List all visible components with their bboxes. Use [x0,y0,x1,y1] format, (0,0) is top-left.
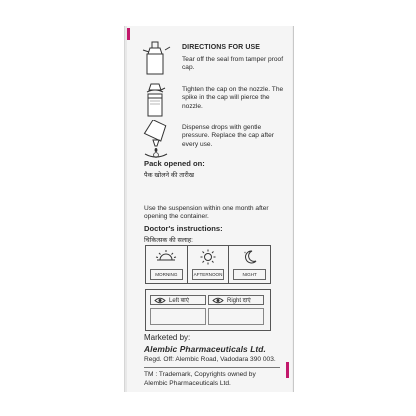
edge-color-mark [286,362,289,378]
marketer-company: Alembic Pharmaceuticals Ltd. [144,344,266,354]
direction-step: Tear off the seal from tamper proof cap. [182,56,284,72]
eye-blank-boxes [150,308,264,325]
time-cell-morning [146,246,188,283]
divider [144,367,280,368]
marketer-address: Regd. Off: Alembic Road, Vadodara 390 003. [144,356,276,363]
eye-icon [212,297,224,304]
trademark-line: TM : Trademark, Copyrights owned by [144,371,256,378]
pack-opened-hindi: पैक खोलने की तारीख [144,172,194,179]
time-cell-afternoon [188,246,230,283]
time-label: MORNING [150,269,183,280]
carton-panel [124,26,294,392]
marketed-by-label: Marketed by: [144,333,191,342]
eye-label-left: Left बाएं [169,298,189,304]
eye-label-right: Right दाएं [227,298,251,304]
eye-row [150,295,264,305]
doctor-instructions-title: Doctor's instructions: [144,224,223,233]
direction-step: Dispense drops with gentle pressure. Replace the cap after every use. [182,124,274,148]
trademark-owner: Alembic Pharmaceuticals Ltd. [144,380,231,387]
time-label: NIGHT [233,269,266,280]
eye-cell-left [150,295,206,305]
sun-icon [199,249,217,265]
time-label: AFTERNOON [192,269,225,280]
edge-color-mark [127,28,130,40]
blank-box [150,308,206,325]
eye-icon [154,297,166,304]
pack-opened-title: Pack opened on: [144,159,205,168]
cap-tighten-icon [139,80,173,118]
doctor-instructions-hindi: चिकित्सक की सलाह: [144,237,193,244]
time-cell-night [229,246,270,283]
bottle-seal-icon [139,40,173,76]
dispense-drops-icon [139,120,175,160]
blank-box [208,308,264,325]
svg-text:*: * [243,251,246,256]
dosing-time-box [145,245,271,284]
direction-step: Tighten the cap on the nozzle. The spike in the cap will pierce the nozzle. [182,86,284,110]
eye-selection-box [145,289,271,331]
eye-cell-right [208,295,264,305]
usage-note: Use the suspension within one month after opening the container. [144,205,269,221]
directions-title: DIRECTIONS FOR USE [182,44,261,51]
moon-icon [241,249,259,265]
sunrise-icon [155,249,177,263]
